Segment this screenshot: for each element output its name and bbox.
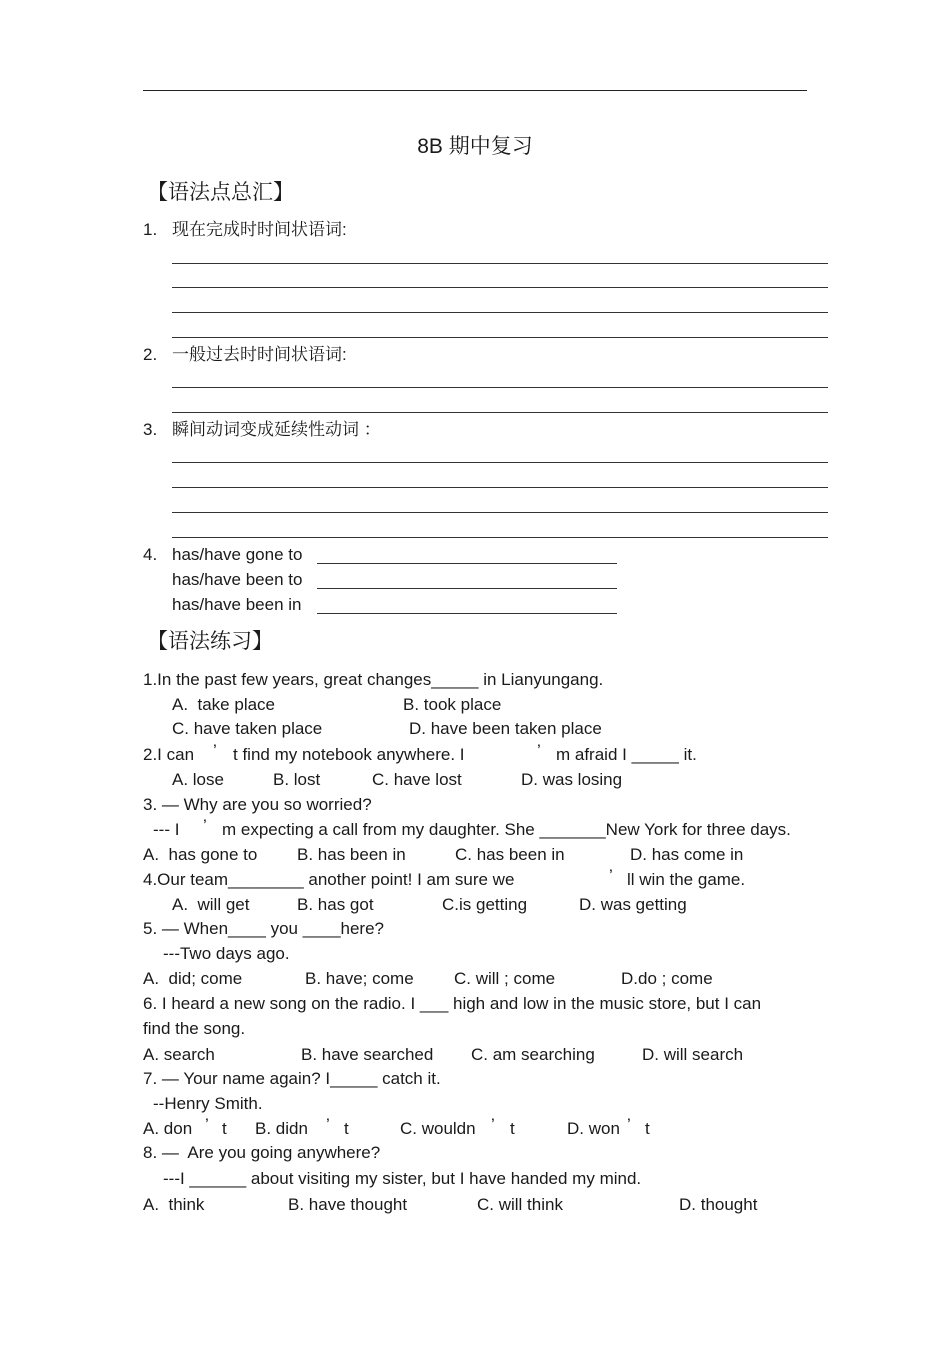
- question-4-stem-part1: 4.Our team________ another point! I am sure we: [143, 870, 515, 889]
- question-4-option-d[interactable]: D. was getting: [579, 895, 687, 914]
- question-5-reply: ---Two days ago.: [163, 944, 290, 963]
- summary-item-4-number: 4.: [143, 545, 158, 564]
- summary-item-2-label: 一般过去时时间状语词:: [172, 345, 347, 364]
- question-6-stem-line1: 6. I heard a new song on the radio. I ___ high and low in the music store, but I can: [143, 994, 762, 1013]
- question-7-reply: --Henry Smith.: [153, 1094, 263, 1113]
- question-6-option-a[interactable]: A. search: [143, 1045, 215, 1064]
- question-8-stem: 8. — Are you going anywhere?: [143, 1143, 381, 1162]
- question-8-option-b[interactable]: B. have thought: [288, 1195, 408, 1214]
- option-text: B. didn: [255, 1119, 308, 1138]
- option-text: C. wouldn: [400, 1119, 476, 1138]
- apostrophe: ’: [203, 816, 207, 835]
- summary-item-3-number: 3.: [143, 420, 158, 439]
- question-2-option-c[interactable]: C. have lost: [372, 770, 462, 789]
- question-2-option-d[interactable]: D. was losing: [521, 770, 623, 789]
- question-2-option-b[interactable]: B. lost: [273, 770, 321, 789]
- question-5-option-d[interactable]: D.do ; come: [621, 969, 713, 988]
- question-3-reply-part2: m expecting a call from my daughter. She _______New York for three days.: [222, 820, 791, 839]
- question-1-option-c[interactable]: C. have taken place: [172, 719, 323, 738]
- option-text: A. don: [143, 1119, 193, 1138]
- question-6-option-d[interactable]: D. will search: [642, 1045, 744, 1064]
- question-2-option-a[interactable]: A. lose: [172, 770, 224, 789]
- question-2-stem-part1: 2.I can: [143, 745, 195, 764]
- header-rule: [143, 90, 807, 91]
- answer-line[interactable]: [172, 512, 828, 513]
- question-3-reply-part1: --- I: [153, 820, 180, 839]
- apostrophe: ’: [491, 1115, 495, 1134]
- section-heading-practice: 【语法练习】: [147, 629, 273, 653]
- question-3-option-d[interactable]: D. has come in: [630, 845, 744, 864]
- question-8-option-d[interactable]: D. thought: [679, 1195, 758, 1214]
- option-text: D. won: [567, 1119, 620, 1138]
- question-2-stem-part3: m afraid I _____ it.: [556, 745, 697, 764]
- answer-line[interactable]: [172, 287, 828, 288]
- option-text: t: [344, 1119, 349, 1138]
- question-6-option-c[interactable]: C. am searching: [471, 1045, 595, 1064]
- summary-item-3-label: 瞬间动词变成延续性动词 ：: [172, 420, 381, 439]
- question-8-option-a[interactable]: A. think: [143, 1195, 205, 1214]
- question-8-reply: ---I ______ about visiting my sister, but I have handed my mind.: [163, 1169, 642, 1188]
- apostrophe: ’: [213, 741, 217, 760]
- question-5-stem: 5. — When____ you ____here?: [143, 919, 385, 938]
- question-4-option-c[interactable]: C.is getting: [442, 895, 528, 914]
- question-2-stem-part2: t find my notebook anywhere. I: [233, 745, 465, 764]
- answer-line[interactable]: [172, 537, 828, 538]
- question-3-stem: 3. — Why are you so worried?: [143, 795, 372, 814]
- answer-line[interactable]: [172, 487, 828, 488]
- summary-item-1-number: 1.: [143, 220, 158, 239]
- answer-line[interactable]: [172, 387, 828, 388]
- answer-line[interactable]: [172, 263, 828, 264]
- question-8-option-c[interactable]: C. will think: [477, 1195, 563, 1214]
- question-7-stem: 7. — Your name again? I_____ catch it.: [143, 1069, 441, 1088]
- answer-line[interactable]: [172, 312, 828, 313]
- question-5-option-a[interactable]: A. did; come: [143, 969, 243, 988]
- question-1-option-b[interactable]: B. took place: [403, 695, 502, 714]
- question-1-option-d[interactable]: D. have been taken place: [409, 719, 602, 738]
- phrase-been-in: has/have been in: [172, 595, 302, 614]
- question-5-option-b[interactable]: B. have; come: [305, 969, 414, 988]
- answer-line[interactable]: [317, 563, 617, 564]
- question-4-option-b[interactable]: B. has got: [297, 895, 374, 914]
- apostrophe: ’: [205, 1115, 209, 1134]
- apostrophe: ’: [609, 866, 613, 885]
- question-4-option-a[interactable]: A. will get: [172, 895, 250, 914]
- apostrophe: ’: [627, 1115, 631, 1134]
- question-1-stem: 1.In the past few years, great changes_____ in Lianyungang.: [143, 670, 604, 689]
- summary-item-1-label: 现在完成时时间状语词:: [172, 220, 347, 239]
- phrase-gone-to: has/have gone to: [172, 545, 303, 564]
- summary-item-2-number: 2.: [143, 345, 158, 364]
- option-text: t: [645, 1119, 650, 1138]
- apostrophe: ’: [537, 741, 541, 760]
- question-3-option-c[interactable]: C. has been in: [455, 845, 565, 864]
- answer-line[interactable]: [172, 337, 828, 338]
- question-6-option-b[interactable]: B. have searched: [301, 1045, 434, 1064]
- question-6-stem-line2: find the song.: [143, 1019, 246, 1038]
- question-5-option-c[interactable]: C. will ; come: [454, 969, 556, 988]
- option-text: t: [222, 1119, 227, 1138]
- answer-line[interactable]: [172, 412, 828, 413]
- question-3-option-b[interactable]: B. has been in: [297, 845, 406, 864]
- phrase-been-to: has/have been to: [172, 570, 303, 589]
- answer-line[interactable]: [317, 588, 617, 589]
- option-text: t: [510, 1119, 515, 1138]
- answer-line[interactable]: [317, 613, 617, 614]
- question-4-stem-part2: ll win the game.: [627, 870, 746, 889]
- section-heading-summary: 【语法点总汇】: [147, 180, 294, 204]
- page-title: 8B 期中复习: [417, 135, 533, 158]
- question-1-option-a[interactable]: A. take place: [172, 695, 276, 714]
- answer-line[interactable]: [172, 462, 828, 463]
- apostrophe: ’: [326, 1115, 330, 1134]
- question-3-option-a[interactable]: A. has gone to: [143, 845, 258, 864]
